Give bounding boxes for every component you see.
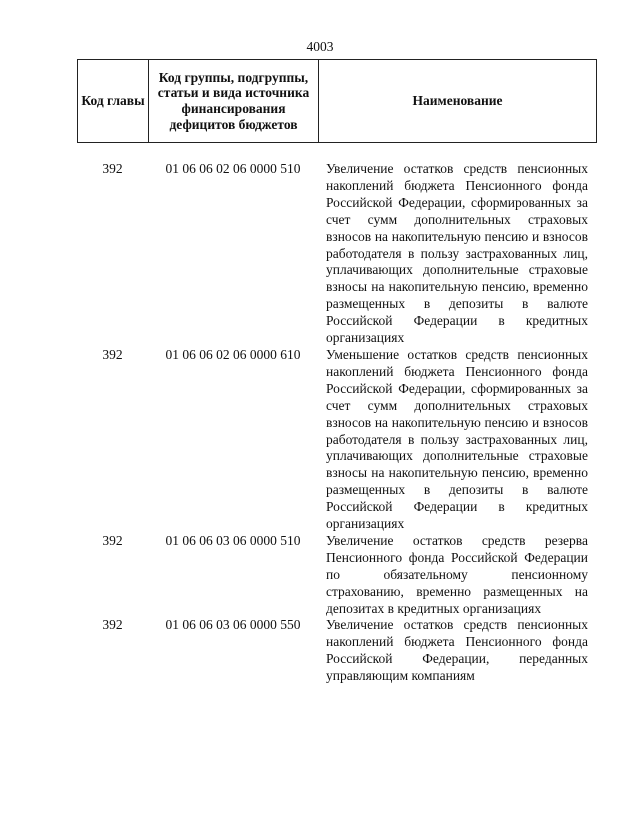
table-body	[77, 161, 596, 685]
table-header	[77, 59, 597, 143]
table-row	[77, 347, 596, 533]
row-chapter-code: 392	[102, 532, 123, 548]
row-source-code: 01 06 06 03 06 0000 550	[165, 617, 301, 633]
row-chapter-code: 392	[102, 617, 123, 633]
row-source-code: 01 06 06 02 06 0000 510	[165, 161, 301, 176]
table-row	[77, 617, 596, 685]
row-chapter-code: 392	[102, 346, 123, 362]
row-chapter-code: 392	[102, 161, 123, 176]
row-name: Увеличение остатков средств пенсионных накоплений бюджета Пенсионного фонда Российской Федерации, переданных управляющим компаниям	[326, 617, 588, 684]
row-name: Увеличение остатков средств резерва Пенсионного фонда Российской Федерации по обязательному пенсионному страхованию, временно размещенных на депозитах в кредитных организациях	[326, 532, 588, 616]
row-name: Уменьшение остатков средств пенсионных накоплений бюджета Пенсионного фонда Российской Федерации, сформированных за счет сумм дополнительных страховых взносов на накопительную пенсию и взносов работодателя в пользу застрахованных лиц, уплачивающих дополнительные страховые взносы на накопительную пенсию, временно размещенных в депозиты в валюте Российской Федерации в кредитных организациях	[326, 346, 588, 532]
header-group-code: Код группы, подгруппы, статьи и вида источника финансирования дефицитов бюджетов	[149, 60, 319, 143]
table-row	[77, 533, 596, 618]
header-name: Наименование	[319, 60, 597, 143]
table-row	[77, 161, 596, 347]
row-source-code: 01 06 06 02 06 0000 610	[165, 346, 301, 362]
row-name: Увеличение остатков средств пенсионных накоплений бюджета Пенсионного фонда Российской Федерации, сформированных за счет сумм дополнительных страховых взносов на накопительную пенсию и взносов работодателя в пользу застрахованных лиц, уплачивающих дополнительные страховые взносы на накопительную пенсию, временно размещенных в депозиты в валюте Российской Федерации в кредитных организациях	[326, 161, 588, 346]
page-number: 4003	[306, 39, 334, 54]
row-source-code: 01 06 06 03 06 0000 510	[165, 532, 301, 548]
header-chapter-code: Код главы	[78, 60, 149, 143]
